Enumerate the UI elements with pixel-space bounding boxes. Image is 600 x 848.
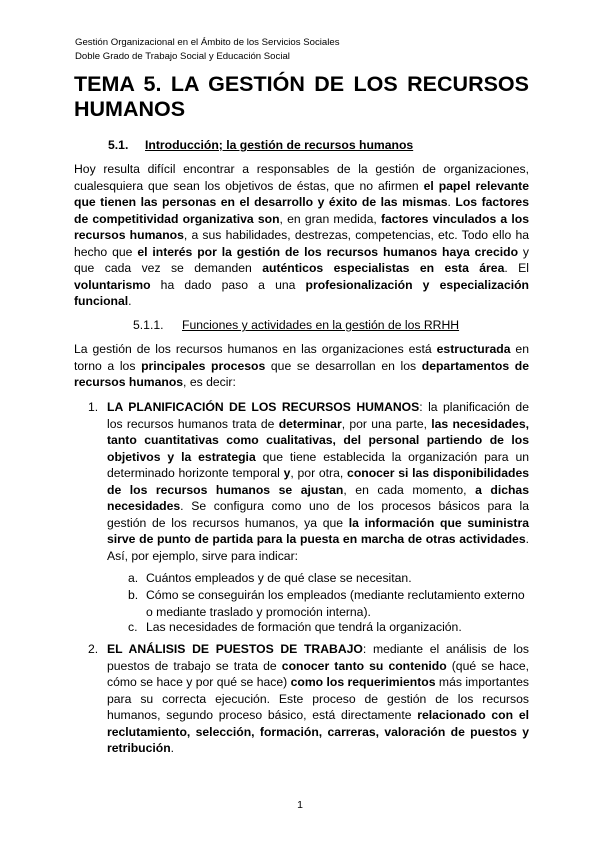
list-item-text (107, 399, 529, 564)
bold-text: el interés por la gestión de los recursos humanos haya crecido (137, 244, 519, 259)
bold-text: determinar (278, 416, 342, 431)
sub-list-text: Cuántos empleados y de qué clase se necesitan. (146, 571, 412, 585)
subsection-title: Funciones y actividades en la gestión de los RRHH (182, 318, 460, 332)
bold-text: LA PLANIFICACIÓN DE LOS RECURSOS HUMANOS (107, 400, 420, 414)
header-degree: Doble Grado de Trabajo Social y Educación Social (75, 51, 290, 62)
header-course-title: Gestión Organizacional en el Ámbito de los Servicios Sociales (75, 37, 340, 48)
text-run: . Así, por ejemplo, sirve para indicar: (107, 532, 529, 563)
bold-text: las necesidades, tanto cuantitativas como cualitativas, del personal partiendo de los objetivos y la estrategia (107, 416, 530, 464)
text-run: , en cada momento, (343, 482, 476, 497)
text-run: Hoy resulta difícil encontrar a responsables de la gestión de organizaciones, cualesquiera que sean los objetivos de éstas, que no afirmen (74, 162, 529, 193)
text-run: (qué se hace, cómo se hace y por qué se hace) (107, 658, 529, 689)
sub-list-marker: b. (128, 588, 139, 602)
text-run: : la planificación de los recursos humanos trata de (107, 400, 529, 431)
processes-paragraph (74, 341, 529, 391)
text-run: : mediante el análisis de los puestos de trabajo se trata de (107, 642, 529, 673)
bold-text: voluntarismo (74, 277, 151, 292)
page-number: 1 (297, 799, 303, 811)
bold-text: relacionado con el reclutamiento, selección, formación, carreras, valoración de puestos y retribución (107, 708, 529, 755)
text-run: . Se configura como uno de los procesos básicos para la gestión de los recursos humanos, ya que (107, 499, 529, 530)
text-run: . El (504, 261, 530, 275)
bold-text: como los requerimientos (290, 675, 436, 689)
text-run: . (170, 741, 175, 755)
subsection-number: 5.1.1. (133, 318, 164, 332)
sub-list-marker: c. (128, 620, 138, 634)
text-run: más importantes para su correcta ejecución. Este proceso de gestión de los recursos humanos, segundo proceso básico, está directamente (107, 675, 530, 722)
bold-text: EL ANÁLISIS DE PUESTOS DE TRABAJO (107, 642, 363, 656)
intro-paragraph (74, 161, 529, 310)
list-item-text (107, 641, 529, 757)
text-run: , a sus habilidades, destrezas, competencias, etc. Todo ello ha hecho que (74, 228, 529, 259)
bold-text: principales procesos (141, 358, 266, 373)
text-run: y que cada vez se demanden (74, 244, 529, 275)
bold-text: auténticos especialistas en esta área (262, 261, 505, 275)
chapter-title: TEMA 5. LA GESTIÓN DE LOS RECURSOS HUMANOS (74, 72, 529, 121)
list-item-marker: 2. (88, 642, 99, 656)
bold-text: profesionalización y especialización funcional (74, 277, 530, 308)
text-run: , es decir: (183, 375, 236, 389)
bold-text: Los factores de competitividad organizativa son (74, 195, 529, 226)
text-run: , en gran medida, (279, 211, 381, 226)
text-run: , por una parte, (341, 416, 432, 431)
text-run: , por otra, (290, 466, 348, 480)
text-run: . (128, 294, 132, 308)
bold-text: a dichas necesidades (107, 482, 529, 513)
bold-text: y (283, 466, 291, 480)
text-run: . (447, 195, 456, 209)
bold-text: estructurada (436, 342, 511, 356)
text-run: La gestión de los recursos humanos en las organizaciones está (74, 342, 437, 356)
bold-text: el papel relevante que tienen las personas en el desarrollo y éxito de las mismas (74, 178, 529, 209)
bold-text: conocer tanto su contenido (281, 658, 447, 673)
sub-list-text: Cómo se conseguirán los empleados (mediante reclutamiento externo o mediante traslado y promoción interna). (146, 588, 525, 619)
sub-list-marker: a. (128, 571, 139, 585)
bold-text: factores vinculados a los recursos humanos (74, 211, 529, 242)
text-run: que tiene establecida la organización para un determinado horizonte temporal (107, 449, 529, 480)
text-run: en torno a los (74, 342, 529, 373)
bold-text: departamentos de recursos humanos (74, 358, 529, 389)
text-run: ha dado paso a una (150, 277, 306, 292)
section-title: Introducción; la gestión de recursos humanos (145, 138, 414, 152)
text-run: que se desarrollan en los (265, 358, 422, 373)
bold-text: la información que suministra sirve de punto de partida para la puesta en marcha de otras actividades (107, 515, 529, 546)
bold-text: conocer si las disponibilidades de los recursos humanos se ajustan (107, 466, 529, 497)
sub-list-text: Las necesidades de formación que tendrá la organización. (146, 620, 462, 634)
section-number: 5.1. (108, 138, 129, 152)
list-item-marker: 1. (88, 400, 99, 414)
